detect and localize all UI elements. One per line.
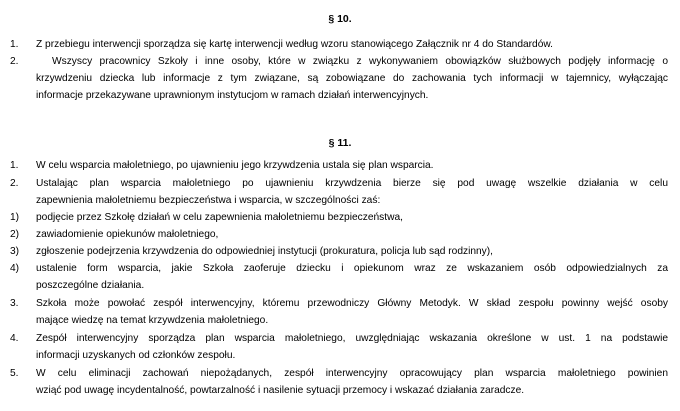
section-10-heading: § 10. <box>328 13 352 25</box>
section-11-heading: § 11. <box>328 137 352 149</box>
section-11-item-5-line-2: wziąć pod uwagę incydentalność, powtarzalność i nasilenie sytuacji przemocy i wskazać działania zaradcze. <box>36 385 525 396</box>
section-11-item-4-number: 4. <box>10 333 19 344</box>
section-11-item-1-number: 1. <box>10 160 19 171</box>
section-11-item-2-line-1: Ustalając plan wsparcia małoletniego po ujawnieniu krzywdzenia bierze się pod uwagę wszelkie działania w celu <box>36 178 668 189</box>
section-11-subitem-3-number: 3) <box>10 246 20 257</box>
section-11-subitem-2-line-1: zawiadomienie opiekunów małoletniego, <box>36 229 219 240</box>
section-11-item-3-line-2: mające wiedzę na temat krzywdzenia małoletniego. <box>36 315 269 326</box>
section-11-item-3-number: 3. <box>10 298 19 309</box>
section-11-item-5-line-1: W celu eliminacji zachowań niepożądanych, zespół interwencyjny opracowujący plan wsparcia małoletniego powinien <box>36 368 668 379</box>
section-10-item-2-line-1: Wszyscy pracownicy Szkoły i inne osoby, które w związku z wykonywaniem obowiązków służbowych podjęły informację o <box>52 56 668 67</box>
section-11-subitem-2-number: 2) <box>10 229 20 240</box>
section-11-item-4-line-2: informacji uzyskanych od członków zespołu. <box>36 350 236 361</box>
section-11-subitem-1-number: 1) <box>10 212 20 223</box>
section-10-item-2-line-2: krzywdzeniu dziecka lub informacje z tym związane, są zobowiązane do zachowania tych informacji w tajemnicy, wyłączając <box>36 73 668 84</box>
section-11-item-3-line-1: Szkoła może powołać zespół interwencyjny, któremu przewodniczy Główny Metodyk. W skład zespołu powinny wejść osoby <box>36 298 668 309</box>
section-11-item-2-number: 2. <box>10 178 19 189</box>
section-11-subitem-3-line-1: zgłoszenie podejrzenia krzywdzenia do odpowiedniej instytucji (prokuratura, policja lub sąd rodzinny), <box>36 246 493 257</box>
section-11-item-1-line-1: W celu wsparcia małoletniego, po ujawnieniu jego krzywdzenia ustala się plan wsparcia. <box>36 160 434 171</box>
section-10-item-1-number: 1. <box>10 39 19 50</box>
section-10-item-1-line-1: Z przebiegu interwencji sporządza się kartę interwencji według wzoru stanowiącego Załącznik nr 4 do Standardów. <box>36 39 553 50</box>
section-10-item-2-number: 2. <box>10 56 19 67</box>
section-11-subitem-4-line-1: ustalenie form wsparcia, jakie Szkoła zaoferuje dziecku i opiekunom wraz ze wskazaniem osób odpowiedzialnych za <box>36 263 668 274</box>
section-11-item-2-line-2: zapewnienia małoletniemu bezpieczeństwa i wsparcia, w szczególności zaś: <box>36 195 381 206</box>
section-11-subitem-4-line-2: poszczególne działania. <box>36 280 145 291</box>
section-11-subitem-4-number: 4) <box>10 263 20 274</box>
section-11-subitem-1-line-1: podjęcie przez Szkołę działań w celu zapewnienia małoletniemu bezpieczeństwa, <box>36 212 403 223</box>
section-10-item-2-line-3: informacje przekazywane uprawnionym instytucjom w ramach działań interwencyjnych. <box>36 90 429 101</box>
section-11-item-5-number: 5. <box>10 368 19 379</box>
section-11-item-4-line-1: Zespół interwencyjny sporządza plan wsparcia małoletniego, uwzględniając wskazania określone w ust. 1 na podstawie <box>36 333 668 344</box>
